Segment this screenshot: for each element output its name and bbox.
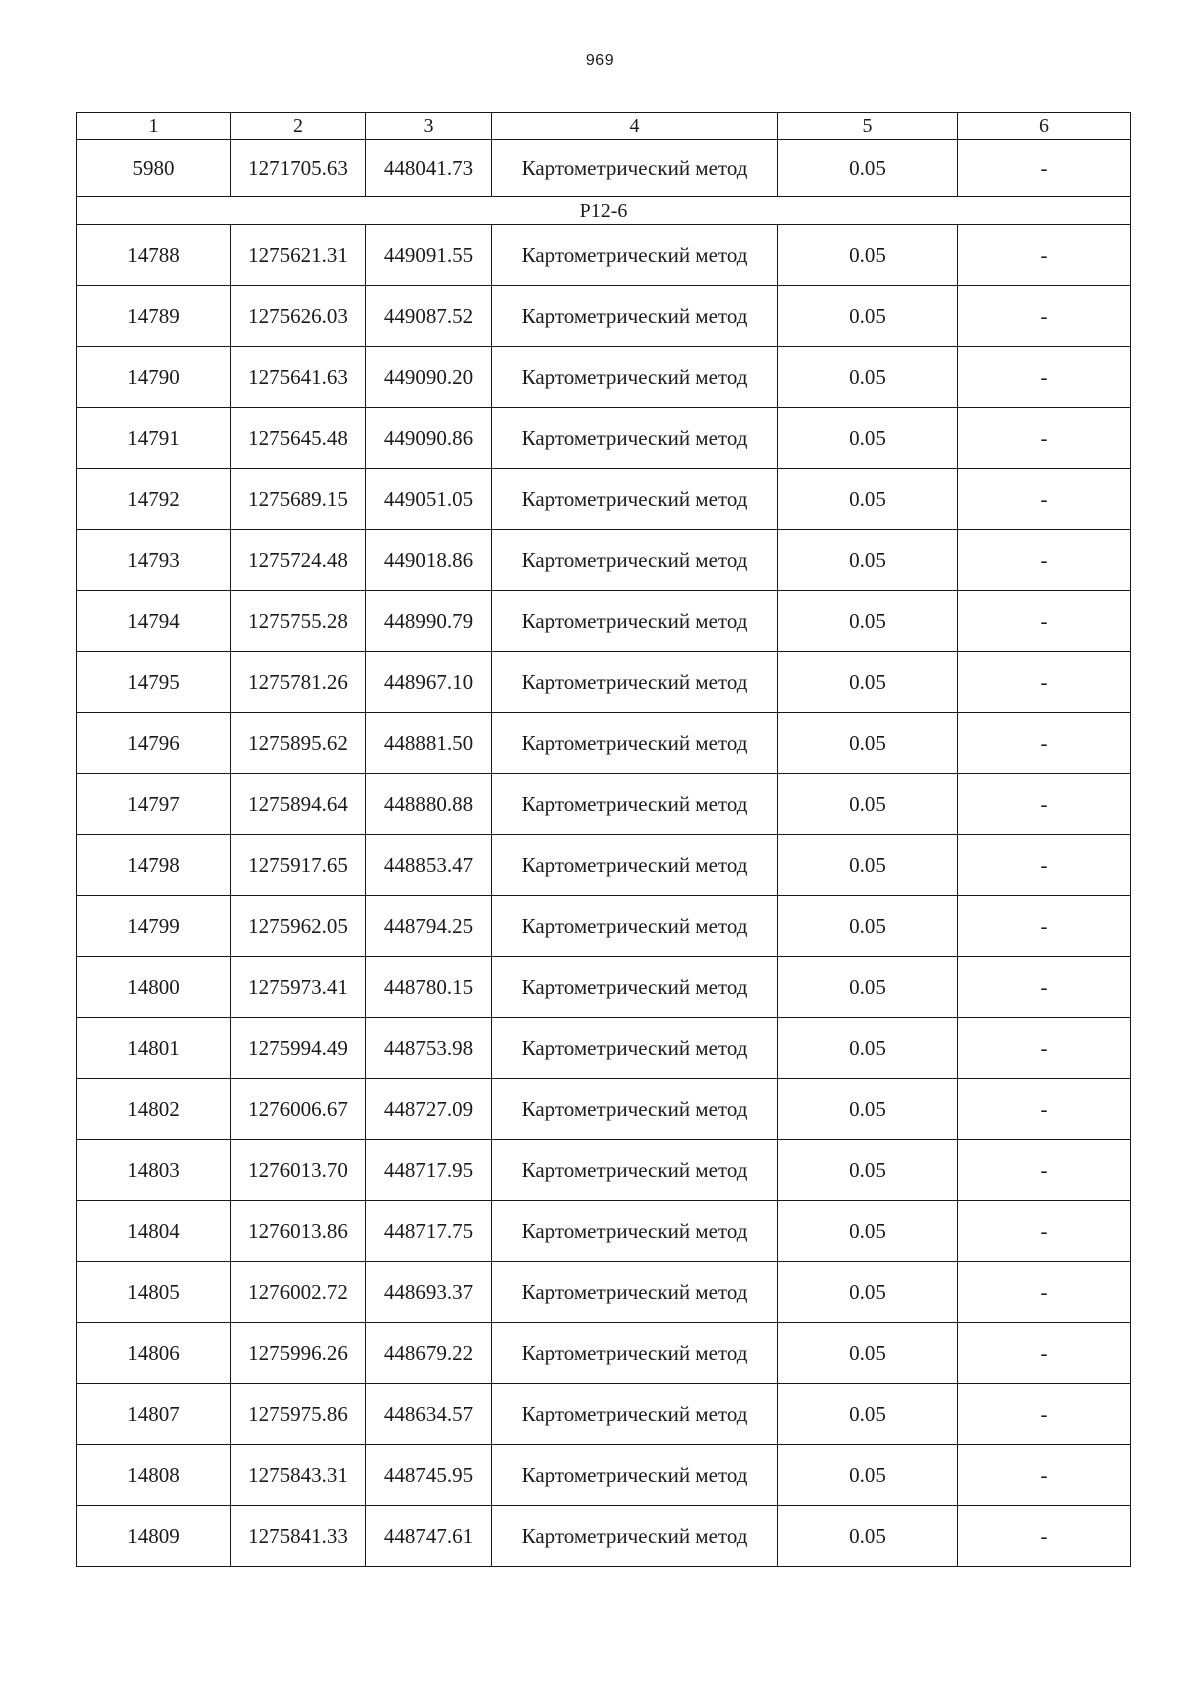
y-coordinate-cell: 448679.22 (366, 1323, 492, 1384)
x-coordinate-cell: 1275641.63 (231, 347, 366, 408)
table-row (77, 774, 1131, 835)
x-coordinate-cell: 1275689.15 (231, 469, 366, 530)
point-number-cell: 14793 (77, 530, 231, 591)
accuracy-cell: 0.05 (778, 1018, 958, 1079)
method-cell: Картометрический метод (492, 1323, 778, 1384)
accuracy-cell: 0.05 (778, 1323, 958, 1384)
point-number-cell: 14802 (77, 1079, 231, 1140)
accuracy-cell: 0.05 (778, 286, 958, 347)
table-row (77, 347, 1131, 408)
x-coordinate-cell: 1275841.33 (231, 1506, 366, 1567)
point-number-cell: 14788 (77, 225, 231, 286)
accuracy-cell: 0.05 (778, 1140, 958, 1201)
section-header-row (77, 197, 1131, 225)
accuracy-cell: 0.05 (778, 896, 958, 957)
y-coordinate-cell: 448747.61 (366, 1506, 492, 1567)
point-number-cell: 14797 (77, 774, 231, 835)
x-coordinate-cell: 1275917.65 (231, 835, 366, 896)
y-coordinate-cell: 448794.25 (366, 896, 492, 957)
method-cell: Картометрический метод (492, 1018, 778, 1079)
method-cell: Картометрический метод (492, 713, 778, 774)
y-coordinate-cell: 448745.95 (366, 1445, 492, 1506)
page-number: 969 (585, 52, 615, 69)
table-body (77, 113, 1131, 1567)
method-cell: Картометрический метод (492, 530, 778, 591)
note-cell: - (958, 225, 1131, 286)
point-number-cell: 14794 (77, 591, 231, 652)
point-number-cell: 14800 (77, 957, 231, 1018)
y-coordinate-cell: 448717.95 (366, 1140, 492, 1201)
note-cell: - (958, 530, 1131, 591)
y-coordinate-cell: 449051.05 (366, 469, 492, 530)
column-header: 6 (958, 113, 1131, 140)
accuracy-cell: 0.05 (778, 1506, 958, 1567)
note-cell: - (958, 957, 1131, 1018)
note-cell: - (958, 1262, 1131, 1323)
method-cell: Картометрический метод (492, 1506, 778, 1567)
y-coordinate-cell: 448880.88 (366, 774, 492, 835)
y-coordinate-cell: 448753.98 (366, 1018, 492, 1079)
method-cell: Картометрический метод (492, 1384, 778, 1445)
table-row (77, 957, 1131, 1018)
x-coordinate-cell: 1275755.28 (231, 591, 366, 652)
header-row (77, 113, 1131, 140)
column-header: 3 (366, 113, 492, 140)
y-coordinate-cell: 448634.57 (366, 1384, 492, 1445)
point-number-cell: 14796 (77, 713, 231, 774)
note-cell: - (958, 1506, 1131, 1567)
method-cell: Картометрический метод (492, 1445, 778, 1506)
y-coordinate-cell: 448990.79 (366, 591, 492, 652)
note-cell: - (958, 835, 1131, 896)
accuracy-cell: 0.05 (778, 408, 958, 469)
point-number-cell: 5980 (77, 140, 231, 197)
method-cell: Картометрический метод (492, 835, 778, 896)
point-number-cell: 14807 (77, 1384, 231, 1445)
point-number-cell: 14790 (77, 347, 231, 408)
method-cell: Картометрический метод (492, 408, 778, 469)
method-cell: Картометрический метод (492, 1079, 778, 1140)
method-cell: Картометрический метод (492, 774, 778, 835)
accuracy-cell: 0.05 (778, 957, 958, 1018)
y-coordinate-cell: 449091.55 (366, 225, 492, 286)
accuracy-cell: 0.05 (778, 1079, 958, 1140)
method-cell: Картометрический метод (492, 140, 778, 197)
accuracy-cell: 0.05 (778, 652, 958, 713)
accuracy-cell: 0.05 (778, 140, 958, 197)
table-row (77, 591, 1131, 652)
x-coordinate-cell: 1276002.72 (231, 1262, 366, 1323)
note-cell: - (958, 1445, 1131, 1506)
table-row (77, 1140, 1131, 1201)
table-row (77, 286, 1131, 347)
x-coordinate-cell: 1275645.48 (231, 408, 366, 469)
coordinates-table (76, 112, 1131, 1567)
x-coordinate-cell: 1276006.67 (231, 1079, 366, 1140)
table-row (77, 652, 1131, 713)
y-coordinate-cell: 448967.10 (366, 652, 492, 713)
table-row (77, 469, 1131, 530)
y-coordinate-cell: 448717.75 (366, 1201, 492, 1262)
table-row (77, 1445, 1131, 1506)
accuracy-cell: 0.05 (778, 1384, 958, 1445)
section-title: Р12-6 (77, 197, 1131, 225)
x-coordinate-cell: 1276013.70 (231, 1140, 366, 1201)
note-cell: - (958, 1201, 1131, 1262)
x-coordinate-cell: 1276013.86 (231, 1201, 366, 1262)
point-number-cell: 14801 (77, 1018, 231, 1079)
table-row (77, 896, 1131, 957)
y-coordinate-cell: 448727.09 (366, 1079, 492, 1140)
note-cell: - (958, 1018, 1131, 1079)
x-coordinate-cell: 1275895.62 (231, 713, 366, 774)
method-cell: Картометрический метод (492, 957, 778, 1018)
table-row (77, 1262, 1131, 1323)
point-number-cell: 14792 (77, 469, 231, 530)
y-coordinate-cell: 448853.47 (366, 835, 492, 896)
x-coordinate-cell: 1275975.86 (231, 1384, 366, 1445)
note-cell: - (958, 1323, 1131, 1384)
table-row (77, 1323, 1131, 1384)
note-cell: - (958, 408, 1131, 469)
point-number-cell: 14795 (77, 652, 231, 713)
table-row (77, 225, 1131, 286)
method-cell: Картометрический метод (492, 286, 778, 347)
note-cell: - (958, 1384, 1131, 1445)
accuracy-cell: 0.05 (778, 591, 958, 652)
y-coordinate-cell: 448780.15 (366, 957, 492, 1018)
point-number-cell: 14789 (77, 286, 231, 347)
method-cell: Картометрический метод (492, 1140, 778, 1201)
y-coordinate-cell: 449090.20 (366, 347, 492, 408)
note-cell: - (958, 469, 1131, 530)
note-cell: - (958, 1140, 1131, 1201)
table-row (77, 1018, 1131, 1079)
column-header: 5 (778, 113, 958, 140)
accuracy-cell: 0.05 (778, 774, 958, 835)
x-coordinate-cell: 1275843.31 (231, 1445, 366, 1506)
method-cell: Картометрический метод (492, 469, 778, 530)
x-coordinate-cell: 1275621.31 (231, 225, 366, 286)
point-number-cell: 14798 (77, 835, 231, 896)
point-number-cell: 14806 (77, 1323, 231, 1384)
x-coordinate-cell: 1275894.64 (231, 774, 366, 835)
table-row (77, 1079, 1131, 1140)
accuracy-cell: 0.05 (778, 1201, 958, 1262)
x-coordinate-cell: 1275626.03 (231, 286, 366, 347)
point-number-cell: 14809 (77, 1506, 231, 1567)
accuracy-cell: 0.05 (778, 225, 958, 286)
x-coordinate-cell: 1275996.26 (231, 1323, 366, 1384)
point-number-cell: 14791 (77, 408, 231, 469)
accuracy-cell: 0.05 (778, 1445, 958, 1506)
method-cell: Картометрический метод (492, 1201, 778, 1262)
y-coordinate-cell: 448881.50 (366, 713, 492, 774)
accuracy-cell: 0.05 (778, 835, 958, 896)
y-coordinate-cell: 449018.86 (366, 530, 492, 591)
accuracy-cell: 0.05 (778, 713, 958, 774)
column-header: 4 (492, 113, 778, 140)
accuracy-cell: 0.05 (778, 347, 958, 408)
x-coordinate-cell: 1275962.05 (231, 896, 366, 957)
table-row (77, 713, 1131, 774)
x-coordinate-cell: 1271705.63 (231, 140, 366, 197)
note-cell: - (958, 347, 1131, 408)
table-row (77, 1384, 1131, 1445)
y-coordinate-cell: 448693.37 (366, 1262, 492, 1323)
accuracy-cell: 0.05 (778, 1262, 958, 1323)
method-cell: Картометрический метод (492, 652, 778, 713)
note-cell: - (958, 286, 1131, 347)
x-coordinate-cell: 1275781.26 (231, 652, 366, 713)
method-cell: Картометрический метод (492, 591, 778, 652)
note-cell: - (958, 896, 1131, 957)
accuracy-cell: 0.05 (778, 469, 958, 530)
table-row (77, 1506, 1131, 1567)
point-number-cell: 14803 (77, 1140, 231, 1201)
x-coordinate-cell: 1275994.49 (231, 1018, 366, 1079)
method-cell: Картометрический метод (492, 225, 778, 286)
method-cell: Картометрический метод (492, 896, 778, 957)
table-row (77, 835, 1131, 896)
method-cell: Картометрический метод (492, 347, 778, 408)
table-row (77, 1201, 1131, 1262)
note-cell: - (958, 140, 1131, 197)
y-coordinate-cell: 448041.73 (366, 140, 492, 197)
y-coordinate-cell: 449087.52 (366, 286, 492, 347)
x-coordinate-cell: 1275724.48 (231, 530, 366, 591)
x-coordinate-cell: 1275973.41 (231, 957, 366, 1018)
point-number-cell: 14808 (77, 1445, 231, 1506)
point-number-cell: 14804 (77, 1201, 231, 1262)
y-coordinate-cell: 449090.86 (366, 408, 492, 469)
method-cell: Картометрический метод (492, 1262, 778, 1323)
note-cell: - (958, 652, 1131, 713)
accuracy-cell: 0.05 (778, 530, 958, 591)
column-header: 1 (77, 113, 231, 140)
note-cell: - (958, 774, 1131, 835)
table-row (77, 408, 1131, 469)
note-cell: - (958, 713, 1131, 774)
column-header: 2 (231, 113, 366, 140)
note-cell: - (958, 591, 1131, 652)
point-number-cell: 14799 (77, 896, 231, 957)
table-row (77, 140, 1131, 197)
point-number-cell: 14805 (77, 1262, 231, 1323)
note-cell: - (958, 1079, 1131, 1140)
table-row (77, 530, 1131, 591)
